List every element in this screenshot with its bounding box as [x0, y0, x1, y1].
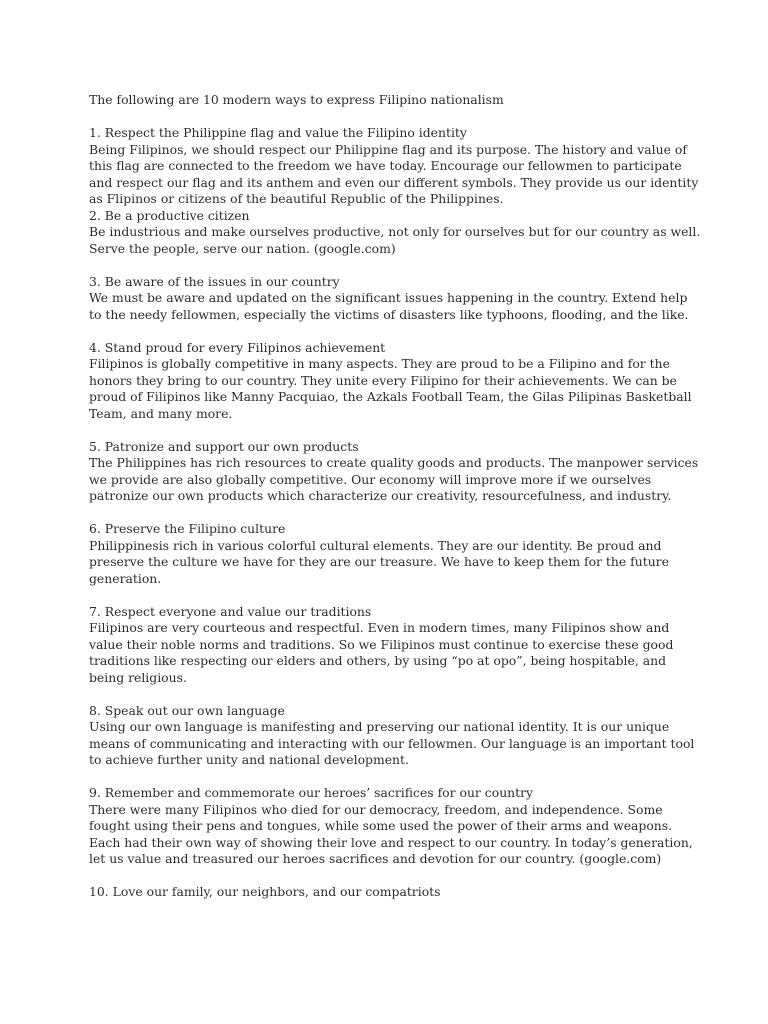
document-body [89, 92, 701, 901]
section-4-heading: 4. Stand proud for every Filipinos achievement [89, 339, 386, 355]
section-3-line-2: to the needy fellowmen, especially the victims of disasters like typhoons, flooding, and the like. [89, 306, 689, 322]
section-7-heading: 7. Respect everyone and value our traditions [89, 603, 372, 619]
section-6-line-1: Philippinesis rich in various colorful cultural elements. They are our identity. Be proud and [89, 537, 662, 553]
paragraph-gap [89, 257, 685, 274]
paragraph-gap [89, 769, 685, 786]
section-3-heading: 3. Be aware of the issues in our country [89, 273, 340, 289]
section-7-line-3: traditions like respecting our elders and others, by using “po at opo”, being hospitable, and [89, 653, 667, 668]
paragraph-gap [89, 109, 685, 126]
section-5-line-2: we provide are also globally competitive. Our economy will improve more if we ourselves [89, 471, 652, 487]
section-10-heading: 10. Love our family, our neighbors, and our compatriots [89, 884, 441, 899]
section-9-line-4: let us value and treasured our heroes sacrifices and devotion for our country. (google.com) [89, 851, 662, 866]
paragraph-gap [89, 587, 685, 604]
section-8-line-2: means of communicating and interacting with our fellowmen. Our language is an important tool [89, 735, 695, 751]
section-6-heading: 6. Preserve the Filipino culture [89, 521, 286, 536]
section-8-line-1: Using our own language is manifesting and preserving our national identity. It is our unique [89, 719, 670, 734]
section-5-line-3: patronize our own products which characterize our creativity, resourcefulness, and industry. [89, 488, 672, 503]
section-1-line-1: Being Filipinos, we should respect our Philippine flag and its purpose. The history and value of [89, 141, 687, 157]
section-1-heading: 1. Respect the Philippine flag and value the Filipino identity [89, 125, 467, 140]
section-2-line-2: Serve the people, serve our nation. (google.com) [89, 240, 396, 256]
paragraph-gap [89, 323, 685, 340]
section-9-line-2: fought using their pens and tongues, while some used the power of their arms and weapons. [89, 818, 673, 833]
section-1-line-3: and respect our flag and its anthem and even our different symbols. They provide us our identity [89, 174, 699, 190]
section-2-heading: 2. Be a productive citizen [89, 207, 250, 223]
section-3-line-1: We must be aware and updated on the significant issues happening in the country. Extend help [89, 290, 688, 305]
section-4-line-4: Team, and many more. [89, 405, 233, 421]
section-1-line-4: as Flipinos or citizens of the beautiful Republic of the Philippines. [89, 191, 504, 206]
section-9-line-3: Each had their own way of showing their love and respect to our country. In today’s generation, [89, 834, 693, 850]
section-9-heading: 9. Remember and commemorate our heroes’ sacrifices for our country [89, 785, 534, 800]
section-4-line-2: honors they bring to our country. They unite every Filipino for their achievements. We can be [89, 372, 677, 388]
section-6-line-2: preserve the culture we have for they are our treasure. We have to keep them for the future [89, 554, 669, 569]
intro-line: The following are 10 modern ways to express Filipino nationalism [89, 92, 504, 107]
section-7-line-4: being religious. [89, 669, 187, 685]
paragraph-gap [89, 422, 685, 439]
section-7-line-2: value their noble norms and traditions. So we Filipinos must continue to exercise these good [89, 636, 674, 652]
section-7-line-1: Filipinos are very courteous and respectful. Even in modern times, many Filipinos show and [89, 620, 670, 635]
section-4-line-3: proud of Filipinos like Manny Pacquiao, the Azkals Football Team, the Gilas Pilipinas Basketball [89, 389, 692, 404]
paragraph-gap [89, 505, 685, 522]
section-8-heading: 8. Speak out our own language [89, 702, 285, 718]
section-5-line-1: The Philippines has rich resources to create quality goods and products. The manpower services [89, 455, 699, 470]
section-5-heading: 5. Patronize and support our own products [89, 438, 359, 454]
section-6-line-3: generation. [89, 570, 162, 586]
paragraph-gap [89, 686, 685, 703]
section-2-line-1: Be industrious and make ourselves productive, not only for ourselves but for our country as well. [89, 224, 701, 239]
section-4-line-1: Filipinos is globally competitive in many aspects. They are proud to be a Filipino and for the [89, 356, 670, 371]
section-1-line-2: this flag are connected to the freedom we have today. Encourage our fellowmen to participate [89, 158, 682, 173]
section-9-line-1: There were many Filipinos who died for our democracy, freedom, and independence. Some [89, 801, 663, 817]
paragraph-gap [89, 868, 685, 885]
section-8-line-3: to achieve further unity and national development. [89, 752, 409, 767]
